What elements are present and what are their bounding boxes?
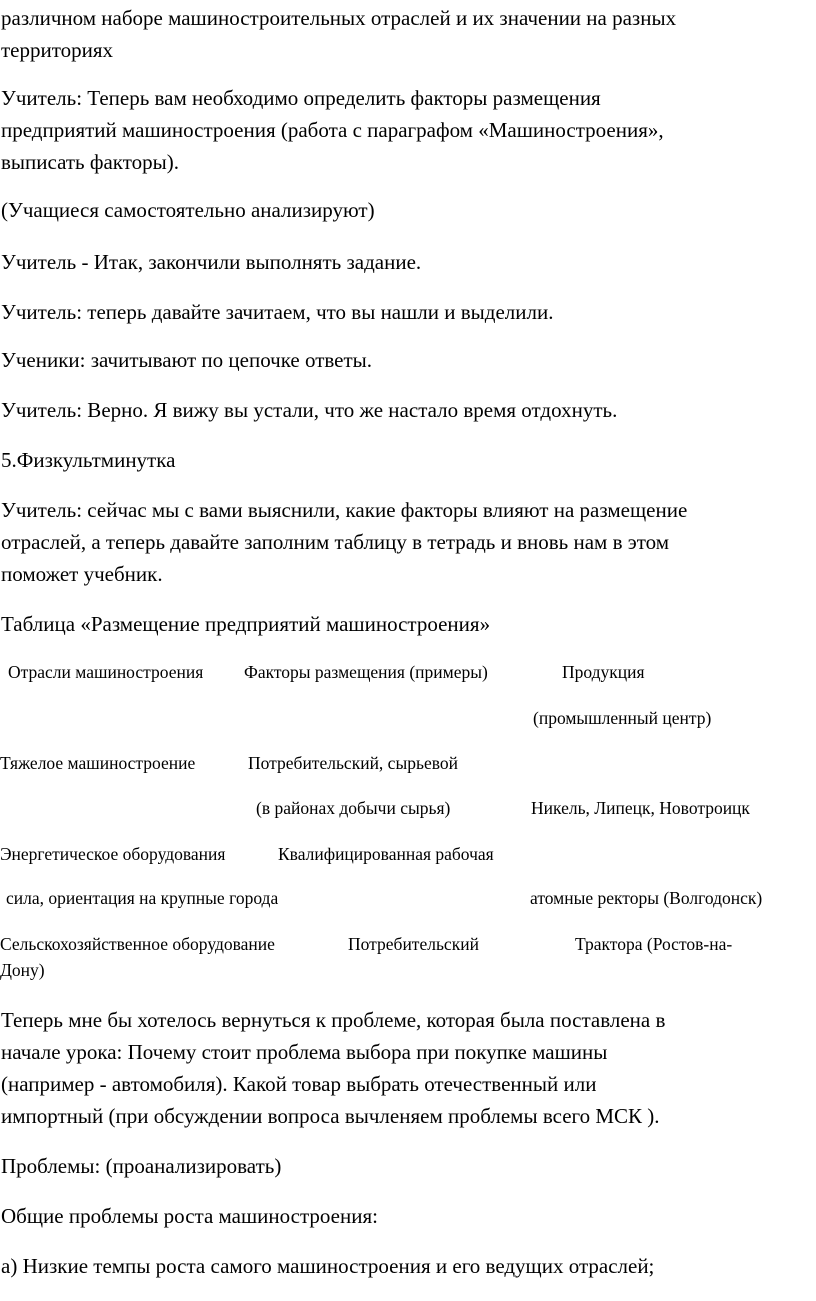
paragraph-line: Проблемы: (проанализировать) [1,1154,282,1178]
paragraph-line: поможет учебник. [1,562,163,586]
table-cell-branch: Тяжелое машиностроение [0,753,196,773]
table-header-branches: Отрасли машиностроения [8,662,204,682]
paragraph-line: (например - автомобиля). Какой товар выбрать отечественный или [1,1072,597,1096]
table-header-products-sub: (промышленный центр) [533,708,712,728]
table-cell-factors: Потребительский [348,934,479,954]
table-header-products: Продукция [562,662,645,682]
table-cell-factors: Потребительский, сырьевой [248,753,458,773]
table-cell-factors: сила, ориентация на крупные города [6,888,279,908]
paragraph-line: Общие проблемы роста машиностроения: [1,1204,378,1228]
table-header-factors: Факторы размещения (примеры) [244,662,488,682]
table-cell-factors: Квалифицированная рабочая [278,844,494,864]
table-cell-product: атомные ректоры (Волгодонск) [530,888,763,908]
section-heading: 5.Физкультминутка [1,448,176,472]
table-cell-branch: Сельскохозяйственное оборудование [0,934,275,954]
table-title: Таблица «Размещение предприятий машиностроения» [1,612,491,636]
paragraph-line: территориях [1,38,114,62]
paragraph-line: различном наборе машиностроительных отраслей и их значении на разных [1,6,677,30]
table-cell-product: Никель, Липецк, Новотроицк [531,798,750,818]
table-cell-product: Дону) [0,960,45,980]
paragraph-line: начале урока: Почему стоит проблема выбора при покупке машины [1,1040,608,1064]
table-cell-product: Трактора (Ростов-на- [575,934,733,954]
paragraph-line: импортный (при обсуждении вопроса вычленяем проблемы всего МСК ). [1,1104,660,1128]
paragraph-line: Учитель: Верно. Я вижу вы устали, что же настало время отдохнуть. [1,398,618,422]
paragraph-line: Учитель: теперь давайте зачитаем, что вы нашли и выделили. [1,300,554,324]
paragraph-line: (Учащиеся самостоятельно анализируют) [1,198,375,222]
table-cell-factors: (в районах добычи сырья) [256,798,451,818]
paragraph-line: Теперь мне бы хотелось вернуться к проблеме, которая была поставлена в [1,1008,666,1032]
paragraph-line: отраслей, а теперь давайте заполним таблицу в тетрадь и вновь нам в этом [1,530,670,554]
table-cell-branch: Энергетическое оборудования [0,844,226,864]
paragraph-line: предприятий машиностроения (работа с параграфом «Машиностроения», [1,118,664,142]
paragraph-line: Учитель: Теперь вам необходимо определить факторы размещения [1,86,601,110]
paragraph-line: Учитель - Итак, закончили выполнять задание. [1,250,422,274]
paragraph-line: Ученики: зачитывают по цепочке ответы. [1,348,373,372]
paragraph-line: а) Низкие темпы роста самого машиностроения и его ведущих отраслей; [1,1254,655,1278]
paragraph-line: выписать факторы). [1,150,179,174]
paragraph-line: Учитель: сейчас мы с вами выяснили, какие факторы влияют на размещение [1,498,688,522]
